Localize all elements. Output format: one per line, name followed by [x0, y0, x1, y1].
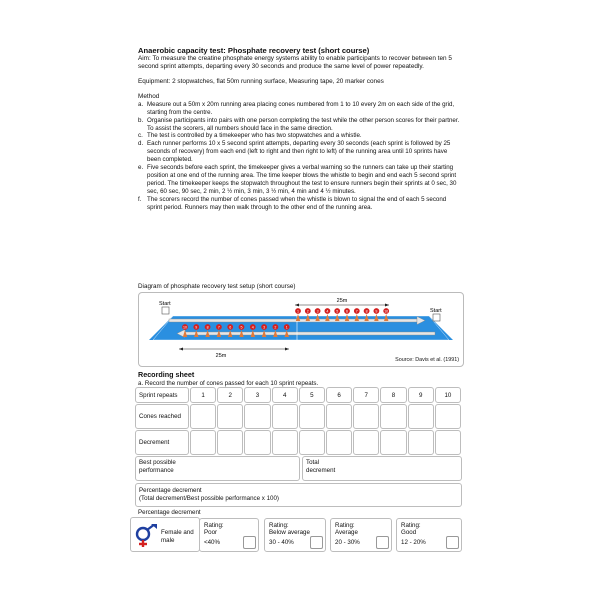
- sprint-number-cell: 8: [380, 387, 406, 403]
- cone-number: 6: [346, 309, 348, 314]
- arrow-right-shaft: [169, 319, 417, 322]
- decrement-input[interactable]: [353, 430, 379, 455]
- method-heading: Method: [138, 92, 160, 100]
- decrement-input[interactable]: [299, 430, 325, 455]
- arrow-left-shaft: [185, 332, 435, 335]
- sprint-number-cell: 5: [299, 387, 325, 403]
- start-right-marker: [433, 314, 440, 321]
- start-left-marker: [162, 307, 169, 314]
- cone-number: 3: [316, 309, 319, 314]
- sprint-number-cell: 7: [353, 387, 379, 403]
- rating-poor-checkbox[interactable]: [243, 536, 256, 549]
- decrement-label: Decrement: [135, 430, 189, 455]
- start-right-label: Start: [430, 308, 442, 314]
- decrement-input[interactable]: [380, 430, 406, 455]
- aim-text: Aim: To measure the creatine phosphate energy systems ability to enable participants to recover between ten 5 second sprint attempts, departing every 30 seconds and produce the same level of power repeatedly.: [138, 55, 452, 71]
- cone-number: 10: [384, 309, 389, 314]
- method-step: d. Each runner performs 10 x 5 second sprint attempts, departing every 30 seconds (each sprint is followed by 25 seconds of recovery) from each end (left to right and then right to left) of the running area until 10 sprints have been completed.: [138, 140, 451, 164]
- method-step: a. Measure out a 50m x 20m running area placing cones numbered from 1 to 10 every 2m on each side of the grid, starting from the centre.: [138, 100, 455, 116]
- gender-label: Female and male: [161, 529, 194, 544]
- cones-reached-input[interactable]: [380, 404, 406, 429]
- recording-title: Recording sheet: [138, 370, 195, 379]
- decrement-input[interactable]: [408, 430, 434, 455]
- cone-number: 5: [240, 325, 243, 330]
- cone-number: 6: [229, 325, 232, 330]
- diagram-figure: [138, 292, 464, 367]
- sprint-number-cell: 9: [408, 387, 434, 403]
- equipment-text: Equipment: 2 stopwatches, flat 50m running surface, Measuring tape, 20 marker cones: [138, 78, 384, 86]
- rating-good[interactable]: Rating: Good 12 - 20%: [396, 518, 462, 552]
- method-step: e. Five seconds before each sprint, the timekeeper gives a verbal warning so the runners can take up their starting position at one end of the running area. The time keeper blows the whistle to begin and end each 5 second sprint period. The timekeeper keeps the stopwatch throughout the test to ensure runners begin their sprints at 0 sec, 30 sec, 60 sec, 90 sec, 2 min, 2 ½ min, 3 min, 3 ½ min, 4 min and 4 ½ minutes.: [138, 164, 457, 195]
- cones-reached-input[interactable]: [217, 404, 243, 429]
- sprint-repeats-label: Sprint repeats: [135, 387, 189, 403]
- rating-poor[interactable]: Rating: Poor <40%: [199, 518, 259, 552]
- cones-reached-label: Cones reached: [135, 404, 189, 429]
- cone-number: 7: [217, 325, 220, 330]
- decrement-input[interactable]: [326, 430, 352, 455]
- cone-number: 2: [274, 325, 277, 330]
- cones-reached-input[interactable]: [190, 404, 216, 429]
- cone-number: 3: [263, 325, 266, 330]
- rating-below-average-checkbox[interactable]: [310, 536, 323, 549]
- cones-reached-input[interactable]: [435, 404, 461, 429]
- cone-number: 8: [365, 309, 368, 314]
- diagram-svg: [139, 293, 463, 366]
- start-left-label: Start: [159, 301, 171, 307]
- decrement-input[interactable]: [217, 430, 243, 455]
- best-performance-field[interactable]: Best possible performance: [135, 456, 300, 481]
- decrement-input[interactable]: [244, 430, 270, 455]
- cone-number: 9: [195, 325, 198, 330]
- cone-number: 10: [183, 325, 187, 330]
- cones-reached-input[interactable]: [244, 404, 270, 429]
- cone-number: 4: [251, 325, 254, 330]
- dimension-arrow-bottom-right: [285, 348, 289, 351]
- method-step: b. Organise participants into pairs with one person completing the test while the other person scores for their partner. To assist the scorers, all numbers should face in the same direction.: [138, 116, 460, 132]
- method-steps: [138, 101, 462, 212]
- sprint-number-cell: 6: [326, 387, 352, 403]
- sprint-number-cell: 2: [217, 387, 243, 403]
- cones-reached-input[interactable]: [299, 404, 325, 429]
- cone-number: 7: [355, 309, 358, 314]
- dimension-arrow-bottom-left: [179, 348, 183, 351]
- cone-number: 4: [326, 309, 329, 314]
- sprint-number-cell: 10: [435, 387, 461, 403]
- rating-average[interactable]: Rating: Average 20 - 30%: [330, 518, 392, 552]
- decrement-input[interactable]: [190, 430, 216, 455]
- cone-number: 2: [306, 309, 309, 314]
- dimension-arrow-top-left: [295, 304, 299, 307]
- female-male-icon: [134, 524, 158, 548]
- method-step: c. The test is controlled by a timekeeper who has two stopwatches and a whistle.: [138, 132, 362, 140]
- cones-reached-input[interactable]: [353, 404, 379, 429]
- rating-below-average[interactable]: Rating: Below average 30 - 40%: [264, 518, 326, 552]
- dimension-arrow-top-right: [385, 304, 389, 307]
- document-body: [138, 46, 462, 212]
- cones-reached-input[interactable]: [408, 404, 434, 429]
- percentage-heading: Percentage decrement: [138, 509, 201, 516]
- decrement-input[interactable]: [272, 430, 298, 455]
- rating-good-checkbox[interactable]: [446, 536, 459, 549]
- decrement-input[interactable]: [435, 430, 461, 455]
- sprint-number-cell: 1: [190, 387, 216, 403]
- total-decrement-field[interactable]: Total decrement: [302, 456, 462, 481]
- cone-number: 1: [285, 325, 288, 330]
- document-title: Anaerobic capacity test: Phosphate recovery test (short course): [138, 46, 370, 55]
- method-step: f. The scorers record the number of cones passed when the whistle is blown to signal the end of each 5 second sprint period. Runners may then walk through to the other end of the running area.: [138, 195, 447, 211]
- cone-number: 9: [375, 309, 378, 314]
- cone-number: 5: [336, 309, 339, 314]
- distance-top-label: 25m: [336, 298, 348, 304]
- cones-reached-input[interactable]: [326, 404, 352, 429]
- sprint-number-cell: 3: [244, 387, 270, 403]
- cone-number: 8: [206, 325, 209, 330]
- cone-number: 1: [297, 309, 299, 314]
- diagram-source: Source: Davis et al. (1991): [395, 357, 459, 363]
- sprint-number-cell: 4: [272, 387, 298, 403]
- rating-average-checkbox[interactable]: [376, 536, 389, 549]
- percentage-decrement-field[interactable]: Percentage decrement (Total decrement/Best possible performance x 100): [135, 483, 462, 507]
- distance-bottom-label: 25m: [215, 353, 227, 359]
- gender-cell: [130, 517, 200, 552]
- recording-instruction: a. Record the number of cones passed for each 10 sprint repeats.: [138, 380, 319, 387]
- cones-reached-input[interactable]: [272, 404, 298, 429]
- diagram-caption: Diagram of phosphate recovery test setup (short course): [138, 283, 296, 290]
